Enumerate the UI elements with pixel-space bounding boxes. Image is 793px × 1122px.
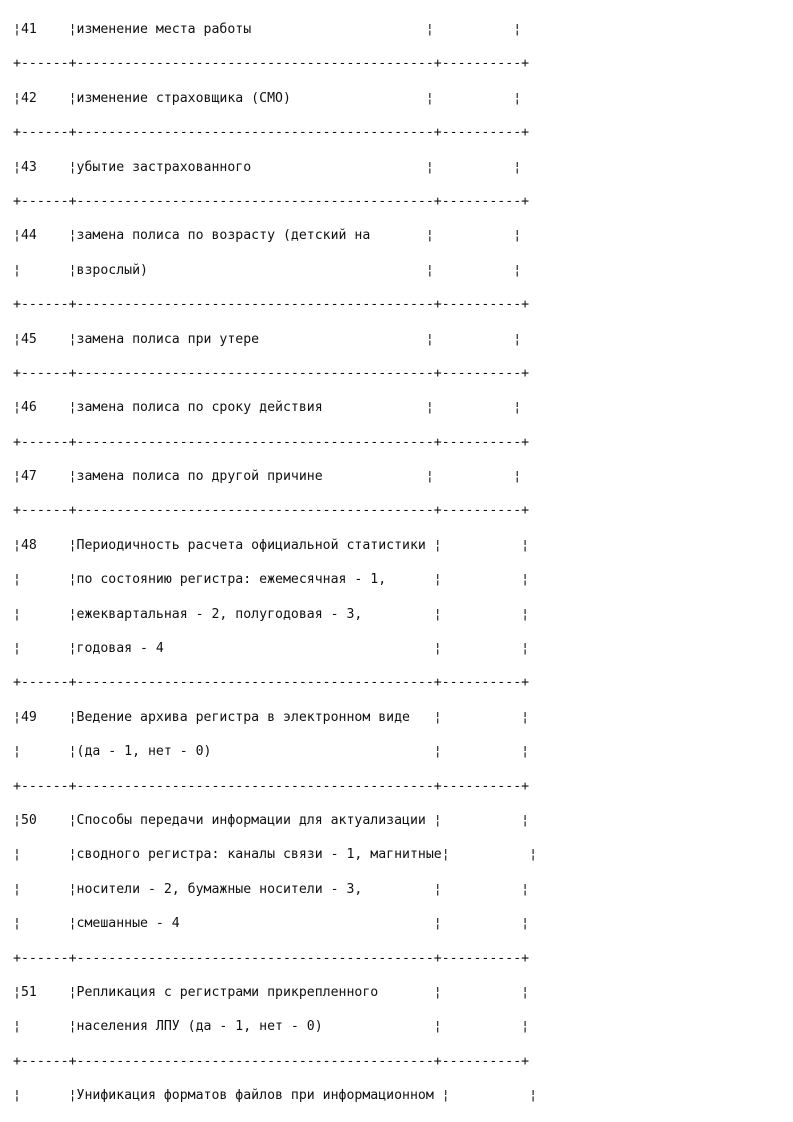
- table-divider: +------+---------------------------------------------+----------+: [13, 1053, 530, 1069]
- table-row: ¦47 ¦замена полиса по другой причине ¦ ¦: [13, 469, 522, 485]
- table-document: [13, 13, 537, 1114]
- table-divider: +------+---------------------------------------------+----------+: [13, 193, 530, 209]
- table-row: ¦44 ¦замена полиса по возрасту (детский на ¦ ¦: [13, 228, 522, 244]
- table-divider: +------+---------------------------------------------+----------+: [13, 125, 530, 141]
- table-divider: +------+---------------------------------------------+----------+: [13, 365, 530, 381]
- table-row: ¦45 ¦замена полиса при утере ¦ ¦: [13, 331, 522, 347]
- table-row: ¦43 ¦убытие застрахованного ¦ ¦: [13, 159, 522, 175]
- table-row-continuation: ¦ ¦взрослый) ¦ ¦: [13, 262, 522, 278]
- table-row: ¦51 ¦Репликация с регистрами прикрепленного ¦ ¦: [13, 984, 530, 1000]
- table-row: ¦46 ¦замена полиса по сроку действия ¦ ¦: [13, 400, 522, 416]
- table-row-continuation: ¦ ¦населения ЛПУ (да - 1, нет - 0) ¦ ¦: [13, 1019, 530, 1035]
- table-divider: +------+---------------------------------------------+----------+: [13, 503, 530, 519]
- table-row-continuation: ¦ ¦носители - 2, бумажные носители - 3, ¦ ¦: [13, 881, 530, 897]
- table-divider: +------+---------------------------------------------+----------+: [13, 950, 530, 966]
- table-row: ¦48 ¦Периодичность расчета официальной статистики ¦ ¦: [13, 537, 530, 553]
- table-row: ¦49 ¦Ведение архива регистра в электронном виде ¦ ¦: [13, 709, 530, 725]
- table-row-continuation: ¦ ¦годовая - 4 ¦ ¦: [13, 641, 530, 657]
- table-row-continuation: ¦ ¦по состоянию регистра: ежемесячная - 1, ¦ ¦: [13, 572, 530, 588]
- table-divider: +------+---------------------------------------------+----------+: [13, 434, 530, 450]
- table-row: ¦42 ¦изменение страховщика (СМО) ¦ ¦: [13, 90, 522, 106]
- table-divider: +------+---------------------------------------------+----------+: [13, 56, 530, 72]
- table-row-continuation: ¦ ¦смешанные - 4 ¦ ¦: [13, 916, 530, 932]
- table-divider: +------+---------------------------------------------+----------+: [13, 297, 530, 313]
- table-row: ¦50 ¦Способы передачи информации для актуализации ¦ ¦: [13, 812, 530, 828]
- table-row: ¦41 ¦изменение места работы ¦ ¦: [13, 22, 522, 37]
- table-row-continuation: ¦ ¦ежеквартальная - 2, полугодовая - 3, ¦ ¦: [13, 606, 530, 622]
- table-row-continuation: ¦ ¦сводного регистра: каналы связи - 1, магнитные¦ ¦: [13, 847, 538, 863]
- table-divider: +------+---------------------------------------------+----------+: [13, 675, 530, 691]
- table-row-continuation: ¦ ¦(да - 1, нет - 0) ¦ ¦: [13, 744, 530, 760]
- table-divider: +------+---------------------------------------------+----------+: [13, 778, 530, 794]
- table-row: ¦ ¦Унификация форматов файлов при информационном ¦ ¦: [13, 1088, 538, 1104]
